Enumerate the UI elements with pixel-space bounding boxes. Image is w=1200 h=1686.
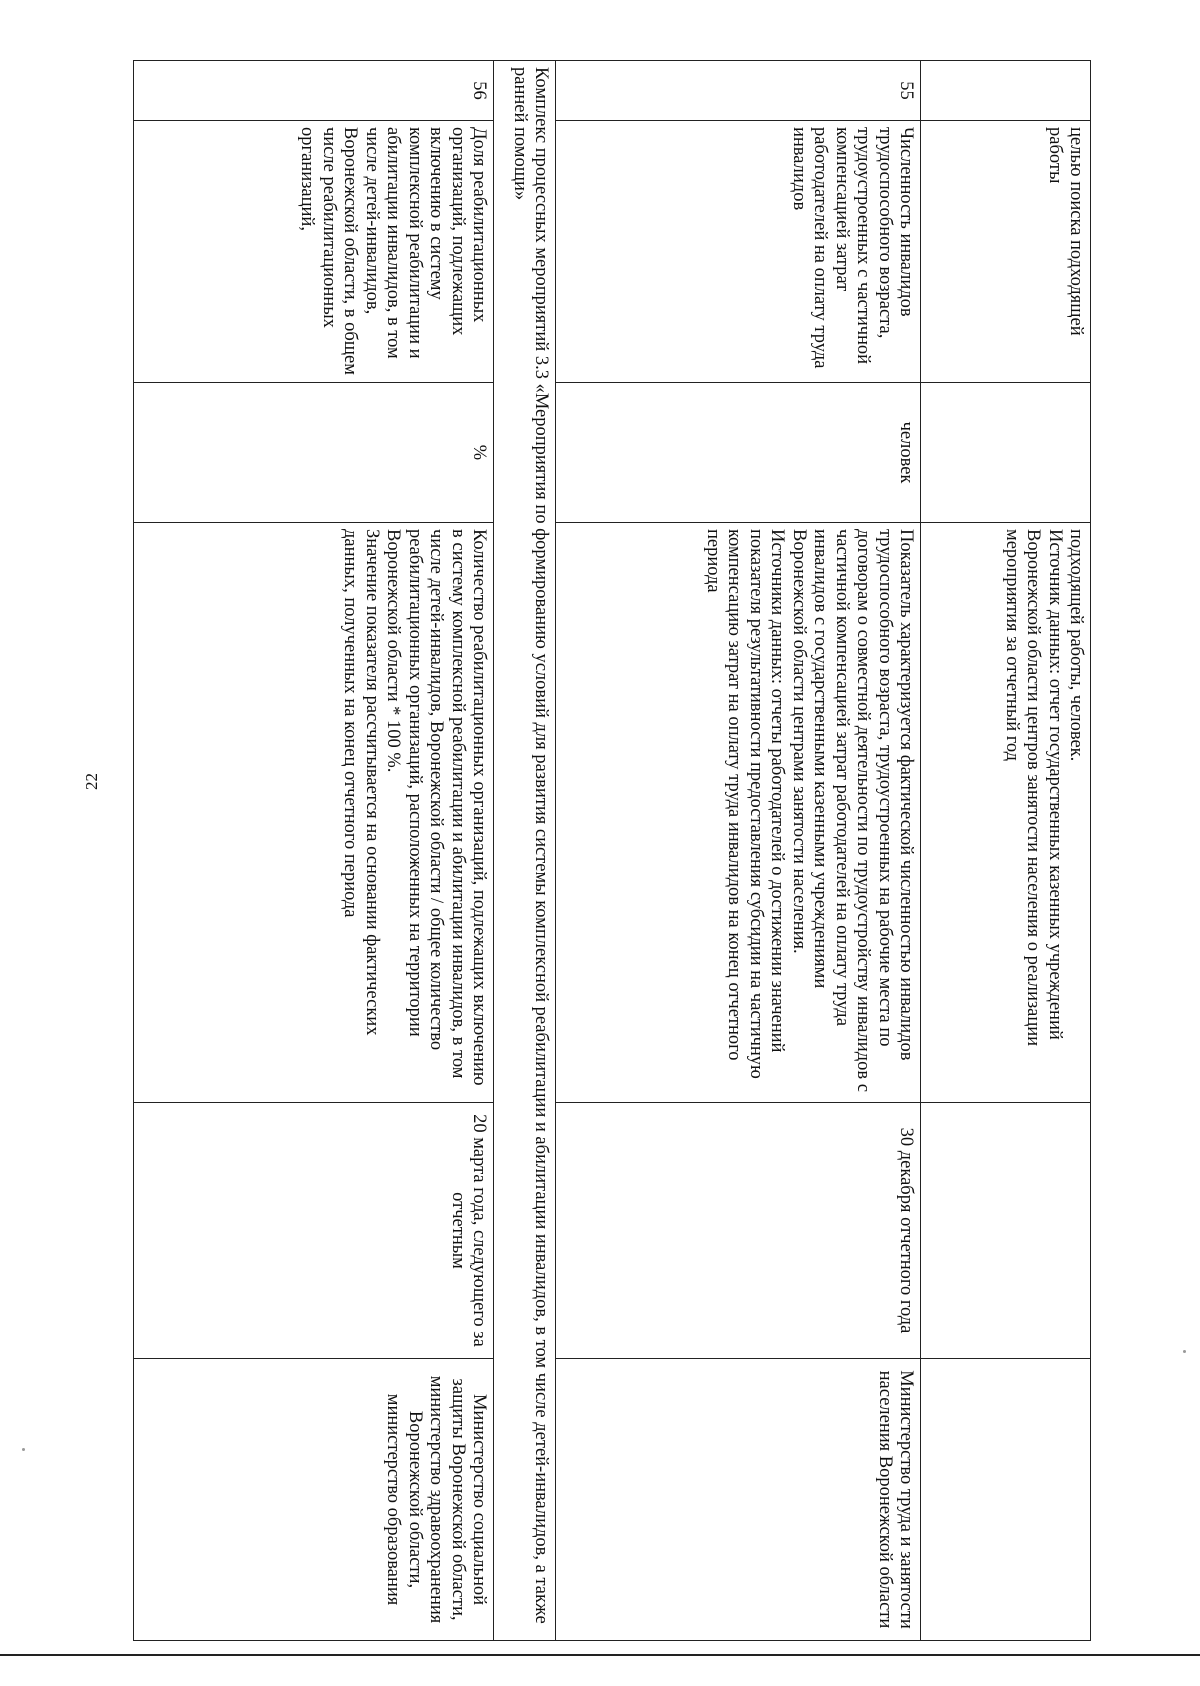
indicator-name-cell: Численность инвалидов трудоспособного возраста, трудоустроенных с частичной компенсацией затрат работодателей на оплату труда инвалидов — [556, 121, 921, 383]
method-cell: Показатель характеризуется фактической численностью инвалидов трудоспособного возраста, трудоустроенных на рабочие места по договорам о совместной деятельности по трудоустройству инвалидов с частичной компенсацией затрат работодателей на оплату труда инвалидов с государственными казенными учреждениями Воронежской области центрами занятости населения. Источники данных: отчеты работодателей о достижении значений показателя результативности предоставления субсидии на частичную компенсацию затрат на оплату труда инвалидов на конец отчетного периода — [556, 523, 921, 1103]
date-cell — [921, 1103, 1091, 1359]
indicator-name-cell: Доля реабилитационных организаций, подлежащих включению в систему комплексной реабилитации и абилитации инвалидов, в том числе детей-инвалидов, Воронежской области, в общем числе реабилитационных организаций, — [134, 121, 494, 383]
scan-speck — [1183, 1350, 1186, 1353]
indicator-name-cell: целью поиска подходящей работы — [921, 121, 1091, 383]
row-number-cell — [921, 61, 1091, 121]
rotated-page-content — [121, 60, 1091, 1640]
scan-speck — [22, 1448, 25, 1451]
method-cell: Количество реабилитационных организаций, подлежащих включению в систему комплексной реабилитации и абилитации инвалидов, в том числе детей-инвалидов, Воронежской области / общее количество реабилитационных организаций, расположенных на территории Воронежской области * 100 %. Значение показателя рассчитывается на основании фактических данных, полученных на конец отчетного периода — [134, 523, 494, 1103]
responsible-cell: Министерство социальной защиты Воронежской области, министерство здравоохранения Воронежской области, министерство образования — [134, 1359, 494, 1641]
page-number: 22 — [82, 773, 101, 790]
responsible-cell: Министерство труда и занятости населения Воронежской области — [556, 1359, 921, 1641]
indicators-table — [133, 60, 1091, 1641]
method-cell: подходящей работы, человек. Источник данных: отчет государственных казенных учреждений Воронежской области центров занятости населения о реализации мероприятия за отчетный год — [921, 523, 1091, 1103]
row-number-cell: 55 — [556, 61, 921, 121]
unit-cell — [921, 383, 1091, 523]
unit-cell: % — [134, 383, 494, 523]
table-row — [921, 61, 1091, 1641]
section-heading-row — [494, 61, 556, 1641]
row-number-cell: 56 — [134, 61, 494, 121]
section-heading: Комплекс процессных мероприятий 3.3 «Мероприятия по формированию условий для развития системы комплексной реабилитации и абилитации инвалидов, в том числе детей-инвалидов, а также ранней помощи» — [494, 61, 556, 1641]
responsible-cell — [921, 1359, 1091, 1641]
table-row — [134, 61, 494, 1641]
table-row — [556, 61, 921, 1641]
unit-cell: человек — [556, 383, 921, 523]
date-cell: 30 декабря отчетного года — [556, 1103, 921, 1359]
page-bottom-rule — [0, 1654, 1200, 1656]
date-cell: 20 марта года, следующего за отчетным — [134, 1103, 494, 1359]
